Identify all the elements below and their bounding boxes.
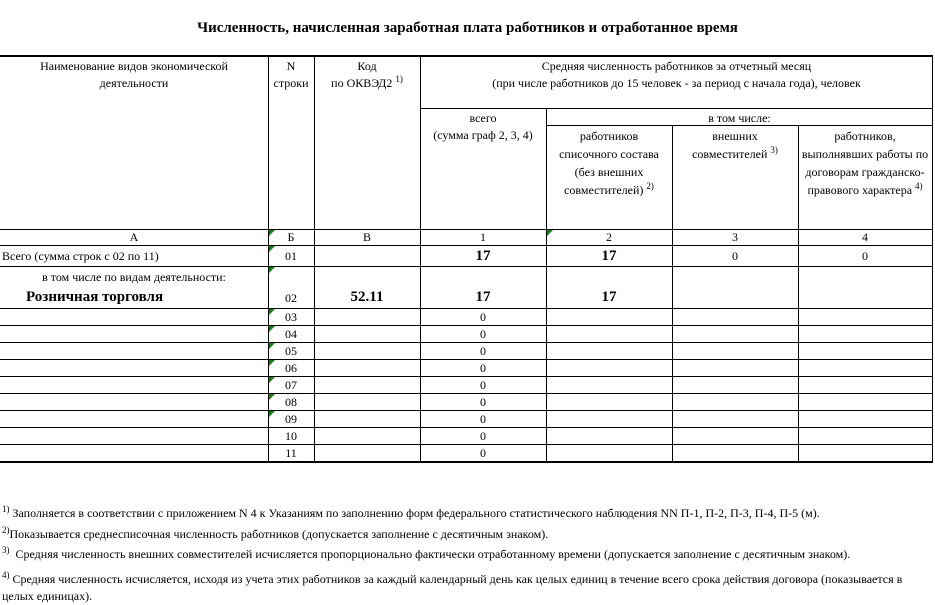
row-col-1[interactable]: 0	[480, 429, 486, 443]
header-col-3	[672, 127, 798, 163]
col-letter-a: А	[129, 230, 139, 244]
table-top-border	[0, 55, 933, 57]
page-title: Численность, начисленная заработная плата работников и отработанное время	[197, 20, 738, 36]
header-okved-l2: по ОКВЭД2	[331, 76, 393, 90]
row-number: 03	[285, 310, 297, 324]
header-col-2	[546, 127, 672, 199]
row-col-1[interactable]: 0	[480, 310, 486, 324]
header-okved-l1: Код	[357, 59, 377, 73]
header-col-4	[798, 127, 932, 199]
footnote-3-text: Средняя численность внешних совместителей исчисляется пропорционально фактически отработанному времени (допускается заполнение с десятичным знаком).	[9, 547, 851, 561]
header-including: в том числе:	[708, 111, 771, 125]
header-avg-headcount-group	[420, 58, 933, 92]
col-number-3: 3	[732, 230, 738, 244]
row-02-sublabel: в том числе по видам деятельности:	[42, 270, 226, 284]
row-01-col-3[interactable]: 0	[732, 249, 738, 263]
footnote-1-text: Заполняется в соответствии с приложением N 4 к Указаниям по заполнению форм федерального статистического наблюдения NN П-1, П-2, П-3, П-4, П-5 (м).	[9, 506, 820, 520]
col-divider-3	[672, 125, 673, 462]
col-number-2: 2	[606, 230, 612, 244]
header-line-number	[268, 58, 314, 92]
footnote-2	[2, 526, 932, 543]
row-02-col-1[interactable]: 17	[475, 289, 491, 305]
row-col-1[interactable]: 0	[480, 327, 486, 341]
error-indicator-icon[interactable]	[269, 326, 275, 332]
error-indicator-icon[interactable]	[269, 267, 275, 273]
group-header-divider	[420, 108, 933, 109]
row-02-label[interactable]: Розничная торговля	[26, 289, 164, 305]
header-line-number-l1: N	[286, 59, 296, 73]
header-col-3-text: внешних совместителей	[692, 129, 768, 161]
header-col-2-text: работников списочного состава (без внешних совместителей)	[559, 129, 659, 197]
row-number: 08	[285, 395, 297, 409]
col-letter-v: В	[362, 230, 371, 244]
header-col-4-text: работников, выполнявших работы по договорам гражданско-правового характера	[801, 129, 929, 197]
footnote-ref-4: 4)	[915, 181, 923, 191]
header-total-l1: всего	[469, 111, 497, 125]
header-okved-code	[314, 58, 420, 92]
error-indicator-icon[interactable]	[547, 230, 553, 236]
row-col-1[interactable]: 0	[480, 446, 486, 460]
footnote-2-text: Показывается среднесписочная численность работников (допускается заполнение с десятичным знаком).	[9, 527, 549, 541]
footnote-4	[2, 571, 932, 605]
row-col-1[interactable]: 0	[480, 378, 486, 392]
header-group-l2: (при числе работников до 15 человек - за период с начала года), человек	[492, 76, 861, 90]
error-indicator-icon[interactable]	[269, 246, 275, 252]
row-01-col-2[interactable]: 17	[601, 248, 617, 264]
row-01-col-1[interactable]: 17	[475, 248, 491, 264]
footnote-1	[2, 505, 932, 522]
footnote-1-mark: 1)	[2, 504, 10, 514]
row-01-label: Всего (сумма строк с 02 по 11)	[2, 249, 159, 263]
row-number: 07	[285, 378, 297, 392]
row-col-1[interactable]: 0	[480, 412, 486, 426]
row-number: 10	[285, 429, 297, 443]
row-number: 11	[285, 446, 297, 460]
row-number: 06	[285, 361, 297, 375]
footnote-3-mark: 3)	[2, 545, 10, 555]
row-number: 09	[285, 412, 297, 426]
error-indicator-icon[interactable]	[269, 411, 275, 417]
footnote-ref-1: 1)	[395, 74, 403, 84]
footnote-ref-3: 3)	[770, 145, 778, 155]
row-02-code[interactable]: 52.11	[350, 289, 384, 305]
error-indicator-icon[interactable]	[269, 230, 275, 236]
col-number-4: 4	[862, 230, 868, 244]
col-divider-v	[314, 55, 315, 462]
row-01-col-4[interactable]: 0	[862, 249, 868, 263]
footnote-2-mark: 2)	[2, 525, 10, 535]
error-indicator-icon[interactable]	[269, 377, 275, 383]
row-number: 05	[285, 344, 297, 358]
header-group-l1: Средняя численность работников за отчетный месяц	[541, 59, 812, 73]
footnote-3	[2, 546, 932, 563]
header-line-number-l2: строки	[273, 76, 309, 90]
error-indicator-icon[interactable]	[269, 343, 275, 349]
header-total-l2: (сумма граф 2, 3, 4)	[433, 128, 533, 142]
footnote-4-text: Средняя численность исчисляется, исходя из учета этих работников за каждый календарный день как целых единиц в течение всего срока действия договора (показывается в целых единицах).	[2, 572, 903, 603]
error-indicator-icon[interactable]	[269, 309, 275, 315]
row-col-1[interactable]: 0	[480, 344, 486, 358]
row-01-bottom-border	[0, 266, 933, 267]
header-activity-name: Наименование видов экономической деятельности	[40, 59, 228, 90]
col-number-1: 1	[480, 230, 486, 244]
error-indicator-icon[interactable]	[269, 394, 275, 400]
row-02-col-2[interactable]: 17	[601, 289, 617, 305]
row-number: 04	[285, 327, 297, 341]
row-01-number: 01	[285, 249, 297, 263]
header-total	[420, 110, 546, 144]
footnote-4-mark: 4)	[2, 570, 10, 580]
row-02-number: 02	[285, 291, 297, 305]
footnote-ref-2: 2)	[646, 181, 654, 191]
error-indicator-icon[interactable]	[269, 360, 275, 366]
col-letter-b: Б	[287, 230, 295, 244]
row-col-1[interactable]: 0	[480, 361, 486, 375]
row-col-1[interactable]: 0	[480, 395, 486, 409]
